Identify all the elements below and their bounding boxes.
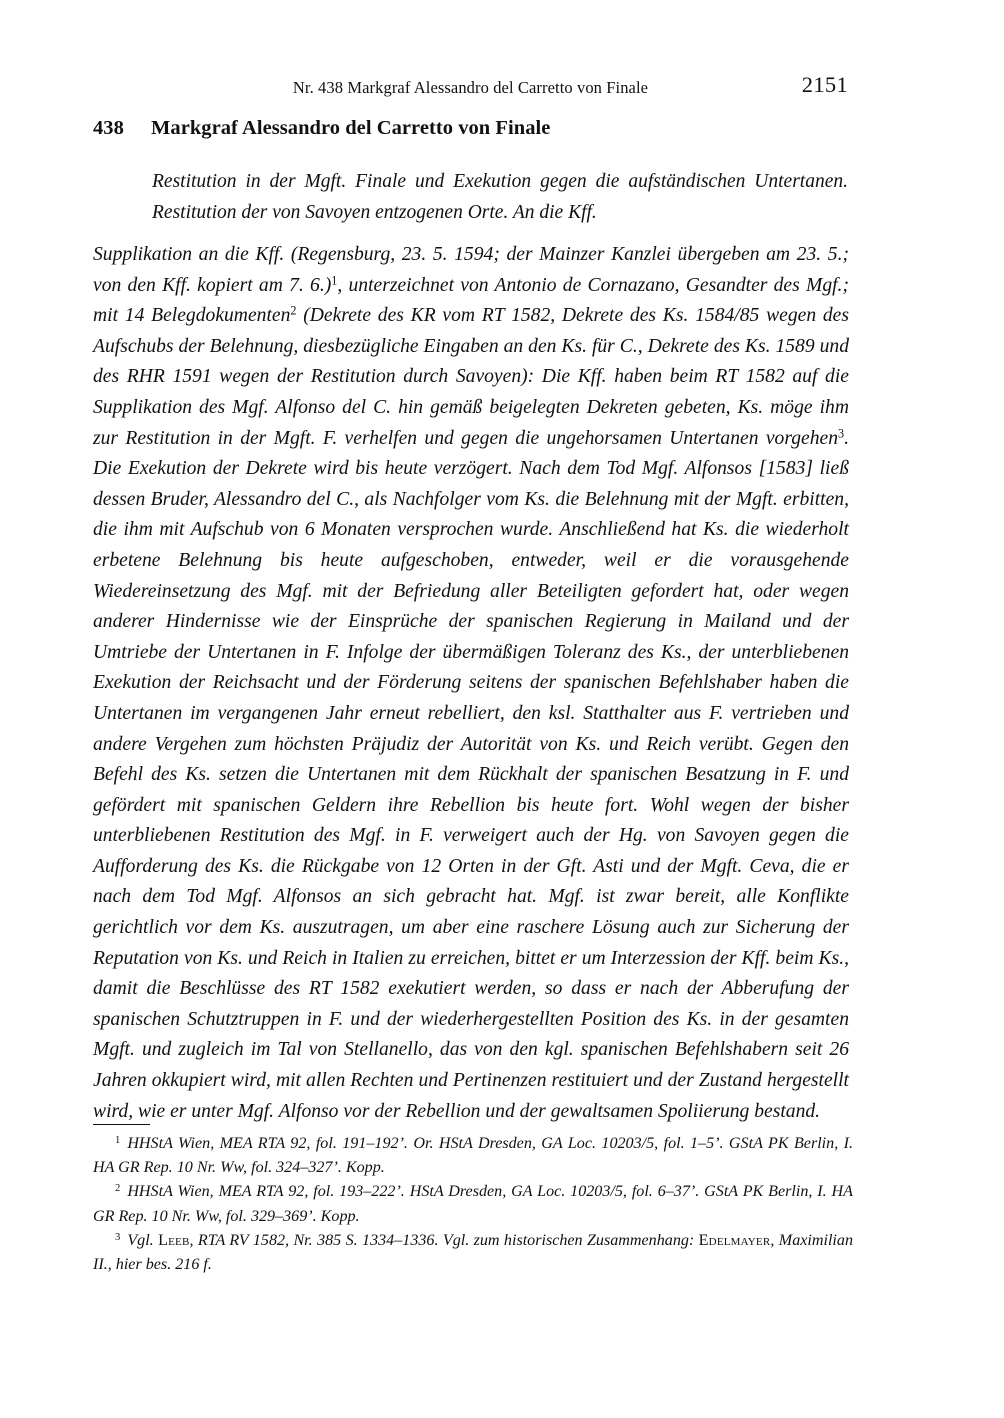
footnote-ref-1[interactable]: 1 [331, 273, 338, 288]
running-head [93, 72, 848, 104]
footnote-marker: 2 [115, 1183, 121, 1195]
section-number: 438 [93, 117, 124, 139]
section-heading [93, 117, 853, 140]
footnote-item [93, 1180, 853, 1228]
footnote-ref-2[interactable]: 2 [290, 303, 297, 318]
footnote-text-mid: , RTA RV 1582, Nr. 385 S. 1334–1336. Vgl. zum historischen Zusammenhang: [189, 1231, 699, 1249]
footnote-author-name: Leeb [158, 1231, 190, 1249]
body-paragraph [93, 240, 849, 1127]
body-part-4: . Die Exekution der Dekrete wird bis heute verzögert. Nach dem Tod Mgf. Alfonsos [1583] ließ dessen Bruder, Alessandro del C., als Nachfolger vom Ks. die Belehnung mit der Mgft. erbitten, die ihm mit Aufschub von 6 Monaten versprochen wurde. Anschließend hat Ks. die wiederholt erbetene Belehnung bis heute aufgeschoben, entweder, weil er die vorausgehende Wiedereinsetzung des Mgf. mit der Befriedung aller Beteiligten gefordert hat, oder wegen anderer Hindernisse wie der Einsprüche der spanischen Regierung in Mailand und der Umtriebe der Untertanen in F. Infolge der übermäßigen Toleranz des Ks., der unterbliebenen Exekution der Reichsacht und der Förderung seitens der spanischen Befehlshaber haben die Untertanen im vergangenen Jahr erneut rebelliert, den ksl. Statthalter aus F. vertrieben und andere Vergehen zum höchsten Präjudiz der Autorität von Ks. und Reich verübt. Gegen den Befehl des Ks. setzen die Untertanen mit dem Rückhalt der spanischen Besatzung in F. und gefördert mit spanischen Geldern ihre Rebellion bis heute fort. Wohl wegen der bisher unterbliebenen Restitution des Mgf. in F. verweigert auch der Hg. von Savoyen gegen die Aufforderung des Ks. die Rückgabe von 12 Orten in der Gft. Asti und der Mgft. Ceva, die er nach dem Tod Mgf. Alfonsos an sich gebracht hat. Mgf. ist zwar bereit, alle Konflikte gerichtlich vor dem Ks. auszutragen, um aber eine raschere Lösung auch zur Sicherung der Reputation von Ks. und Reich in Italien zu erreichen, bittet er um Interzession der Kff. beim Ks., damit die Beschlüsse des RT 1582 exekutiert werden, so dass er nach der Abberufung der spanischen Schutztruppen in F. und der wiederhergestellten Position des Ks. in der gesamten Mgft. und zugleich im Tal von Stellanello, das von den kgl. spanischen Befehlshabern seit 26 Jahren okkupiert wird, mit allen Rechten und Pertinenzen restituiert und der Zustand hergestellt wird, wie er unter Mgf. Alfonso vor der Rebellion und der gewaltsamen Spoliierung bestand. [93, 427, 849, 1122]
page-number: 2151 [801, 72, 848, 97]
footnote-separator-rule [93, 1124, 150, 1125]
footnote-text-pre: Vgl. [127, 1231, 159, 1249]
footnote-text: HHStA Wien, MEA RTA 92, fol. 193–222’. HStA Dresden, GA Loc. 10203/5, fol. 6–37’. GStA PK Berlin, I. HA GR Rep. 10 Nr. Ww, fol. 329–369’. Kopp. [93, 1183, 853, 1225]
footnote-author-name: Edelmayer [698, 1231, 771, 1249]
body-part-1: Supplikation an die Kff. (Regensburg, 23. 5. 1594; der Mainzer Kanzlei übergeben am 23. 5.; von den Kff. kopiert am 7. 6.) [93, 244, 849, 296]
footnote-marker: 1 [115, 1134, 121, 1146]
footnote-text: HHStA Wien, MEA RTA 92, fol. 191–192’. Or. HStA Dresden, GA Loc. 10203/5, fol. 1–5’. GStA PK Berlin, I. HA GR Rep. 10 Nr. Ww, fol. 324–327’. Kopp. [93, 1135, 853, 1177]
footnote-ref-3[interactable]: 3 [838, 426, 845, 441]
footnote-item [93, 1229, 853, 1277]
section-title: Markgraf Alessandro del Carretto von Finale [151, 117, 551, 139]
body-part-3: (Dekrete des KR vom RT 1582, Dekrete des Ks. 1584/85 wegen des Aufschubs der Belehnung, diesbezügliche Eingaben an den Ks. für C., Dekrete des Ks. 1589 und des RHR 1591 wegen der Restitution durch Savoyen): Die Kff. haben beim RT 1582 auf die Supplikation des Mgf. Alfonso del C. hin gemäß beigelegten Dekreten gebeten, Ks. möge ihm zur Restitution in der Mgft. F. verhelfen und gegen die ungehorsamen Untertanen vorgehen [93, 305, 850, 449]
footnotes-block [93, 1124, 853, 1277]
body-part-2: , unterzeichnet von Antonio de Cornazano, Gesandter des Mgf.; mit 14 Belegdokumenten [93, 274, 849, 327]
footnote-text-post: , Maximilian II., hier bes. 216 f. [93, 1231, 853, 1274]
footnote-item [93, 1132, 853, 1180]
regest-summary: Restitution in der Mgft. Finale und Exekution gegen die aufständischen Untertanen. Restitution der von Savoyen entzogenen Orte. An die Kff. [152, 171, 848, 223]
running-head-title: Nr. 438 Markgraf Alessandro del Carretto von Finale [292, 78, 649, 97]
footnote-marker: 3 [115, 1231, 121, 1243]
